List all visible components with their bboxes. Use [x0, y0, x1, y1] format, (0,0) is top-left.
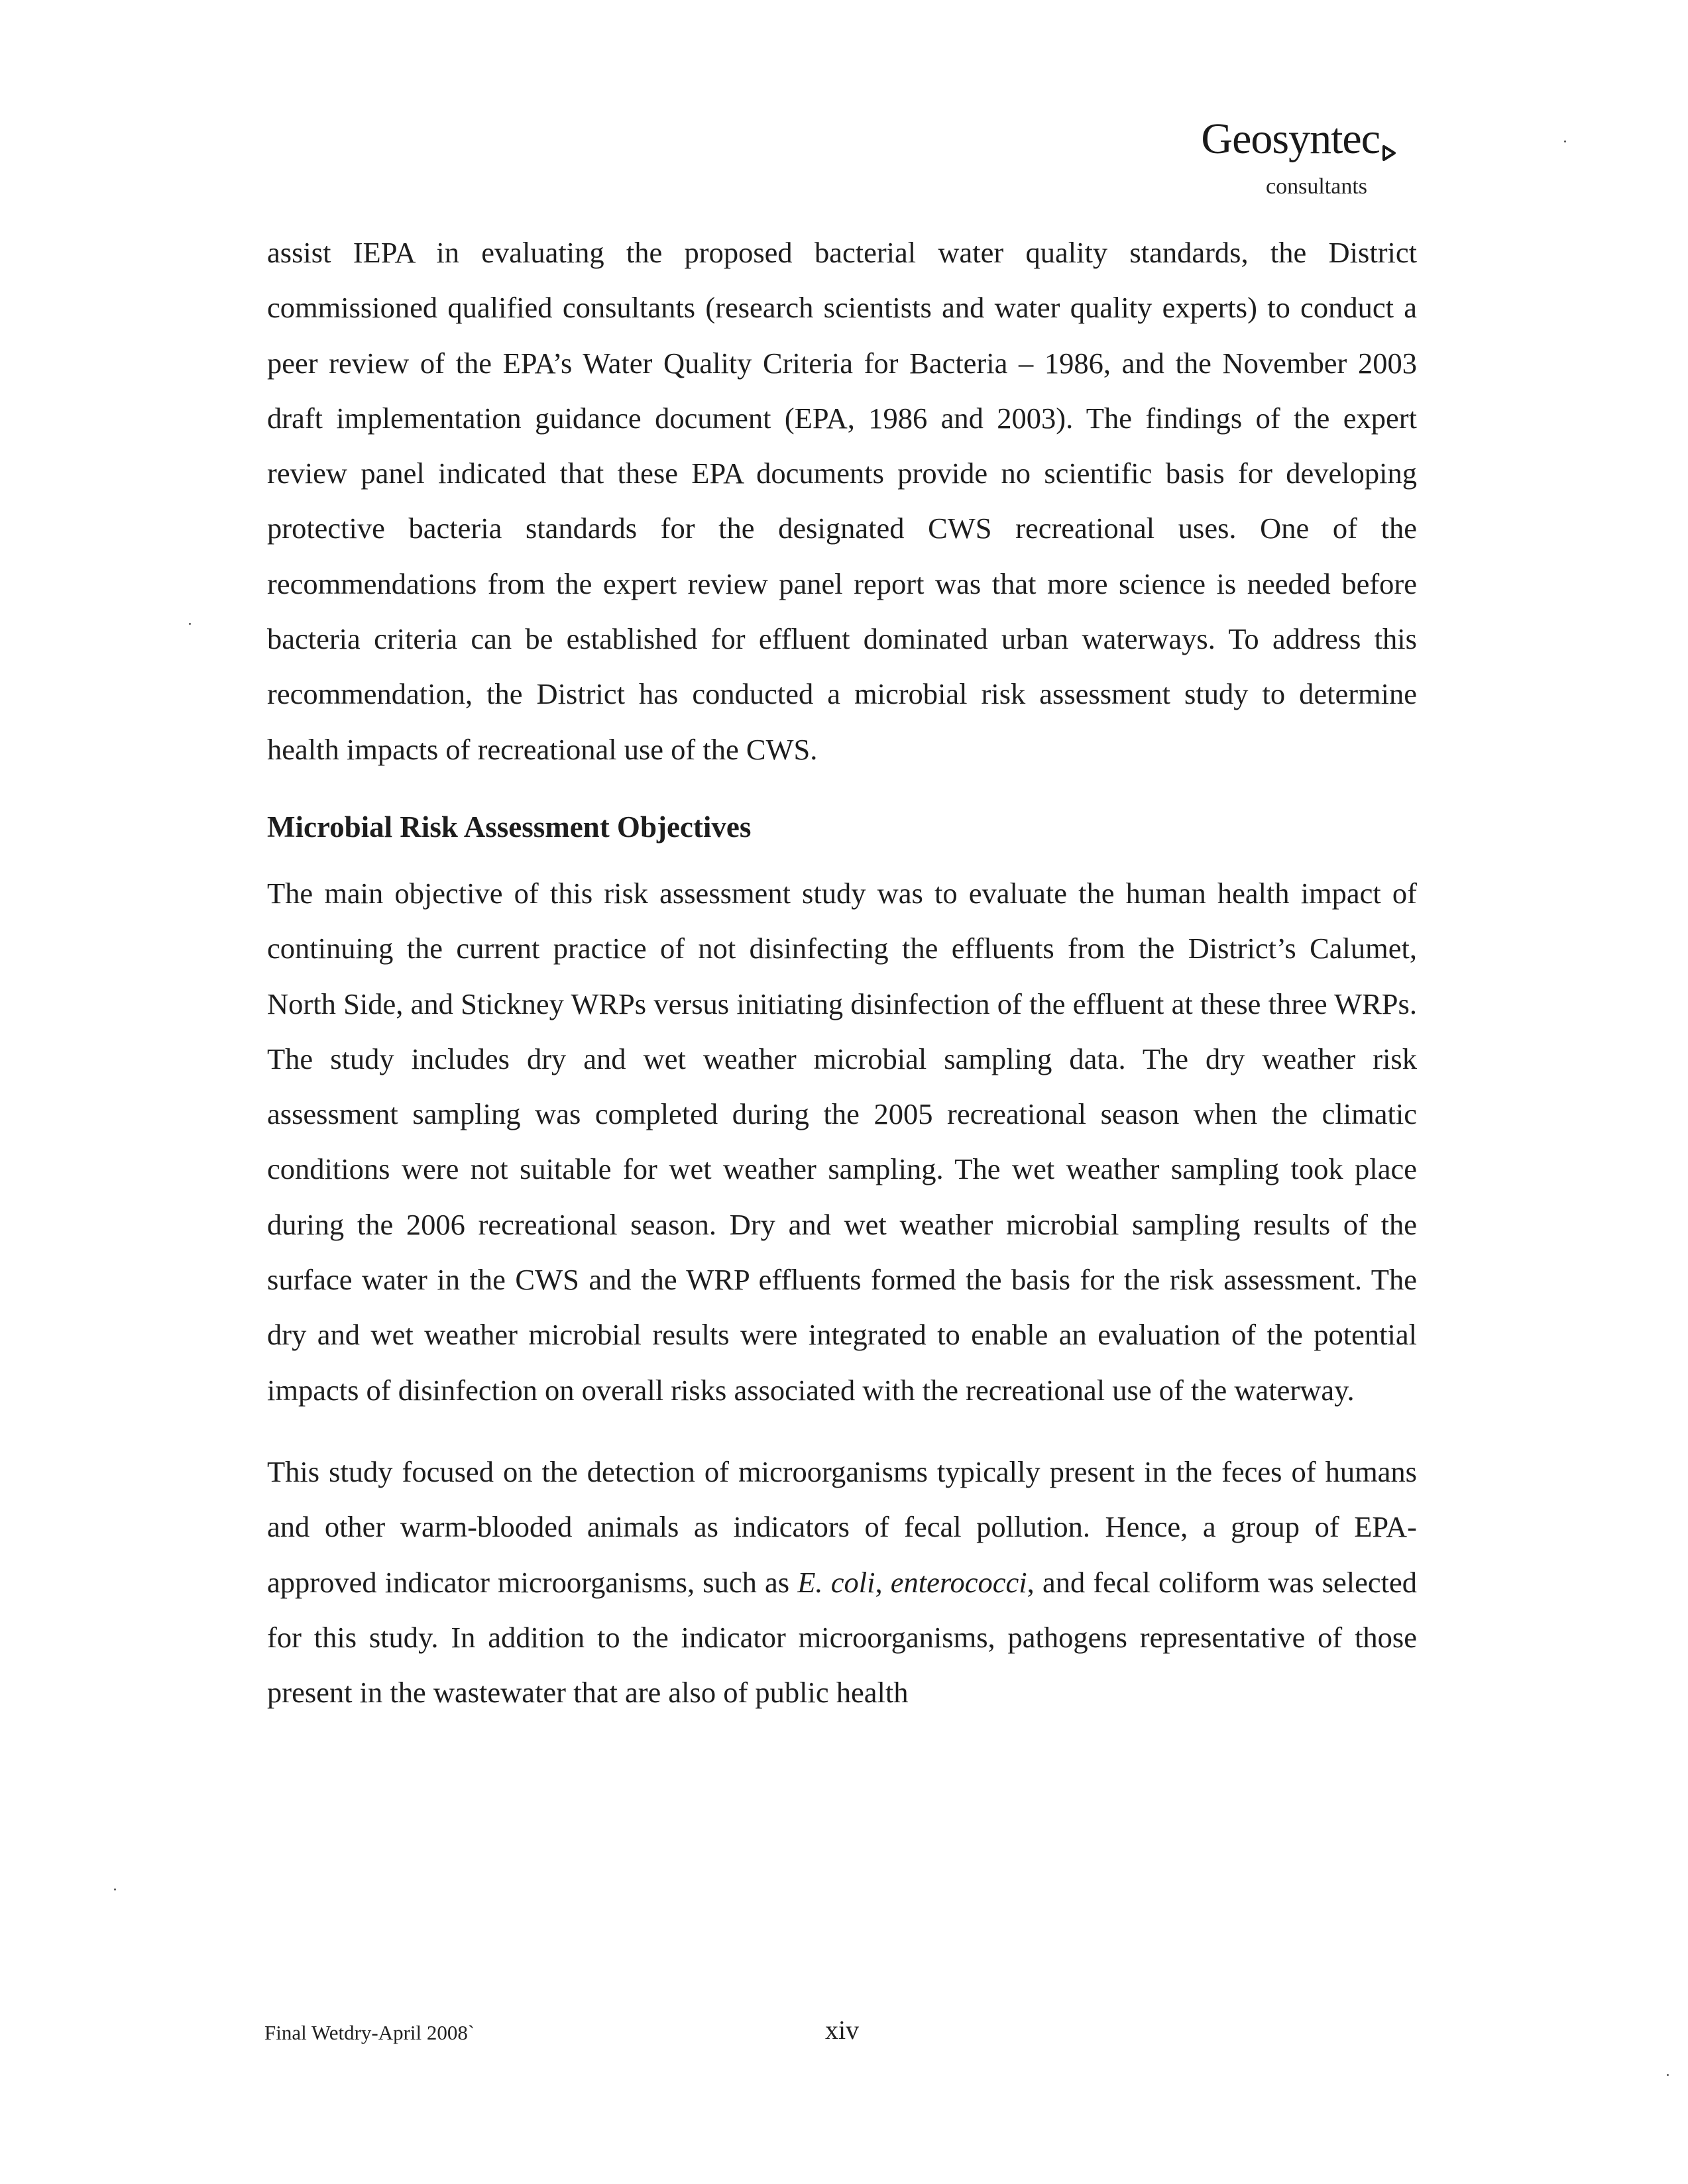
page-number: xiv — [825, 2015, 860, 2045]
paragraph-text: , — [875, 1565, 891, 1599]
document-body — [267, 225, 1417, 1720]
scan-speck — [1667, 2074, 1669, 2076]
body-paragraph — [267, 1445, 1417, 1720]
species-name-enterococci: enterococci — [890, 1565, 1027, 1599]
scan-speck — [189, 623, 191, 625]
company-name — [1201, 113, 1396, 174]
company-subtitle: consultants — [1266, 174, 1367, 199]
section-heading: Microbial Risk Assessment Objectives — [267, 810, 752, 844]
company-logo — [1201, 113, 1396, 200]
company-name-text: Geosyntec — [1201, 115, 1380, 163]
paragraph-text: This study focused on the detection of microorganisms typically present in the feces of humans and other warm-blooded animals as indicators of fecal pollution. Hence, a group of EPA-approved indicator microorganisms, such as — [267, 1454, 1417, 1599]
triangle-arrow-icon — [1382, 121, 1396, 174]
scan-speck — [1564, 140, 1566, 142]
body-paragraph: The main objective of this risk assessment study was to evaluate the human health impact of continuing the current practice of not disinfecting the effluents from the District’s Calumet, North Side, and Stickney WRPs versus initiating disinfection of the effluent at these three WRPs. The study includes dry and wet weather microbial sampling data. The dry weather risk assessment sampling was completed during the 2005 recreational season when the climatic conditions were not suitable for wet weather sampling. The wet weather sampling took place during the 2006 recreational season. Dry and wet weather microbial sampling results of the surface water in the CWS and the WRP effluents formed the basis for the risk assessment. The dry and wet weather microbial results were integrated to enable an evaluation of the potential impacts of disinfection on overall risks associated with the recreational use of the waterway. — [267, 876, 1417, 1407]
paragraph-text: , and fecal coliform was selected for this study. In addition to the indicator microorganisms, pathogens representative of those present in the wastewater that are also of public health — [267, 1565, 1418, 1710]
footer-document-label: Final Wetdry-April 2008` — [264, 2021, 475, 2044]
body-paragraph: assist IEPA in evaluating the proposed bacterial water quality standards, the District commissioned qualified consultants (research scientists and water quality experts) to conduct a peer review of the EPA’s Water Quality Criteria for Bacteria – 1986, and the November 2003 draft implementation guidance document (EPA, 1986 and 2003). The findings of the expert review panel indicated that these EPA documents provide no scientific basis for developing protective bacteria standards for the designated CWS recreational uses. One of the recommendations from the expert review panel report was that more science is needed before bacteria criteria can be established for effluent dominated urban waterways. To address this recommendation, the District has conducted a microbial risk assessment study to determine health impacts of recreational use of the CWS. — [267, 236, 1417, 766]
scan-speck — [114, 1888, 116, 1890]
species-name-ecoli: E. coli — [797, 1565, 875, 1599]
